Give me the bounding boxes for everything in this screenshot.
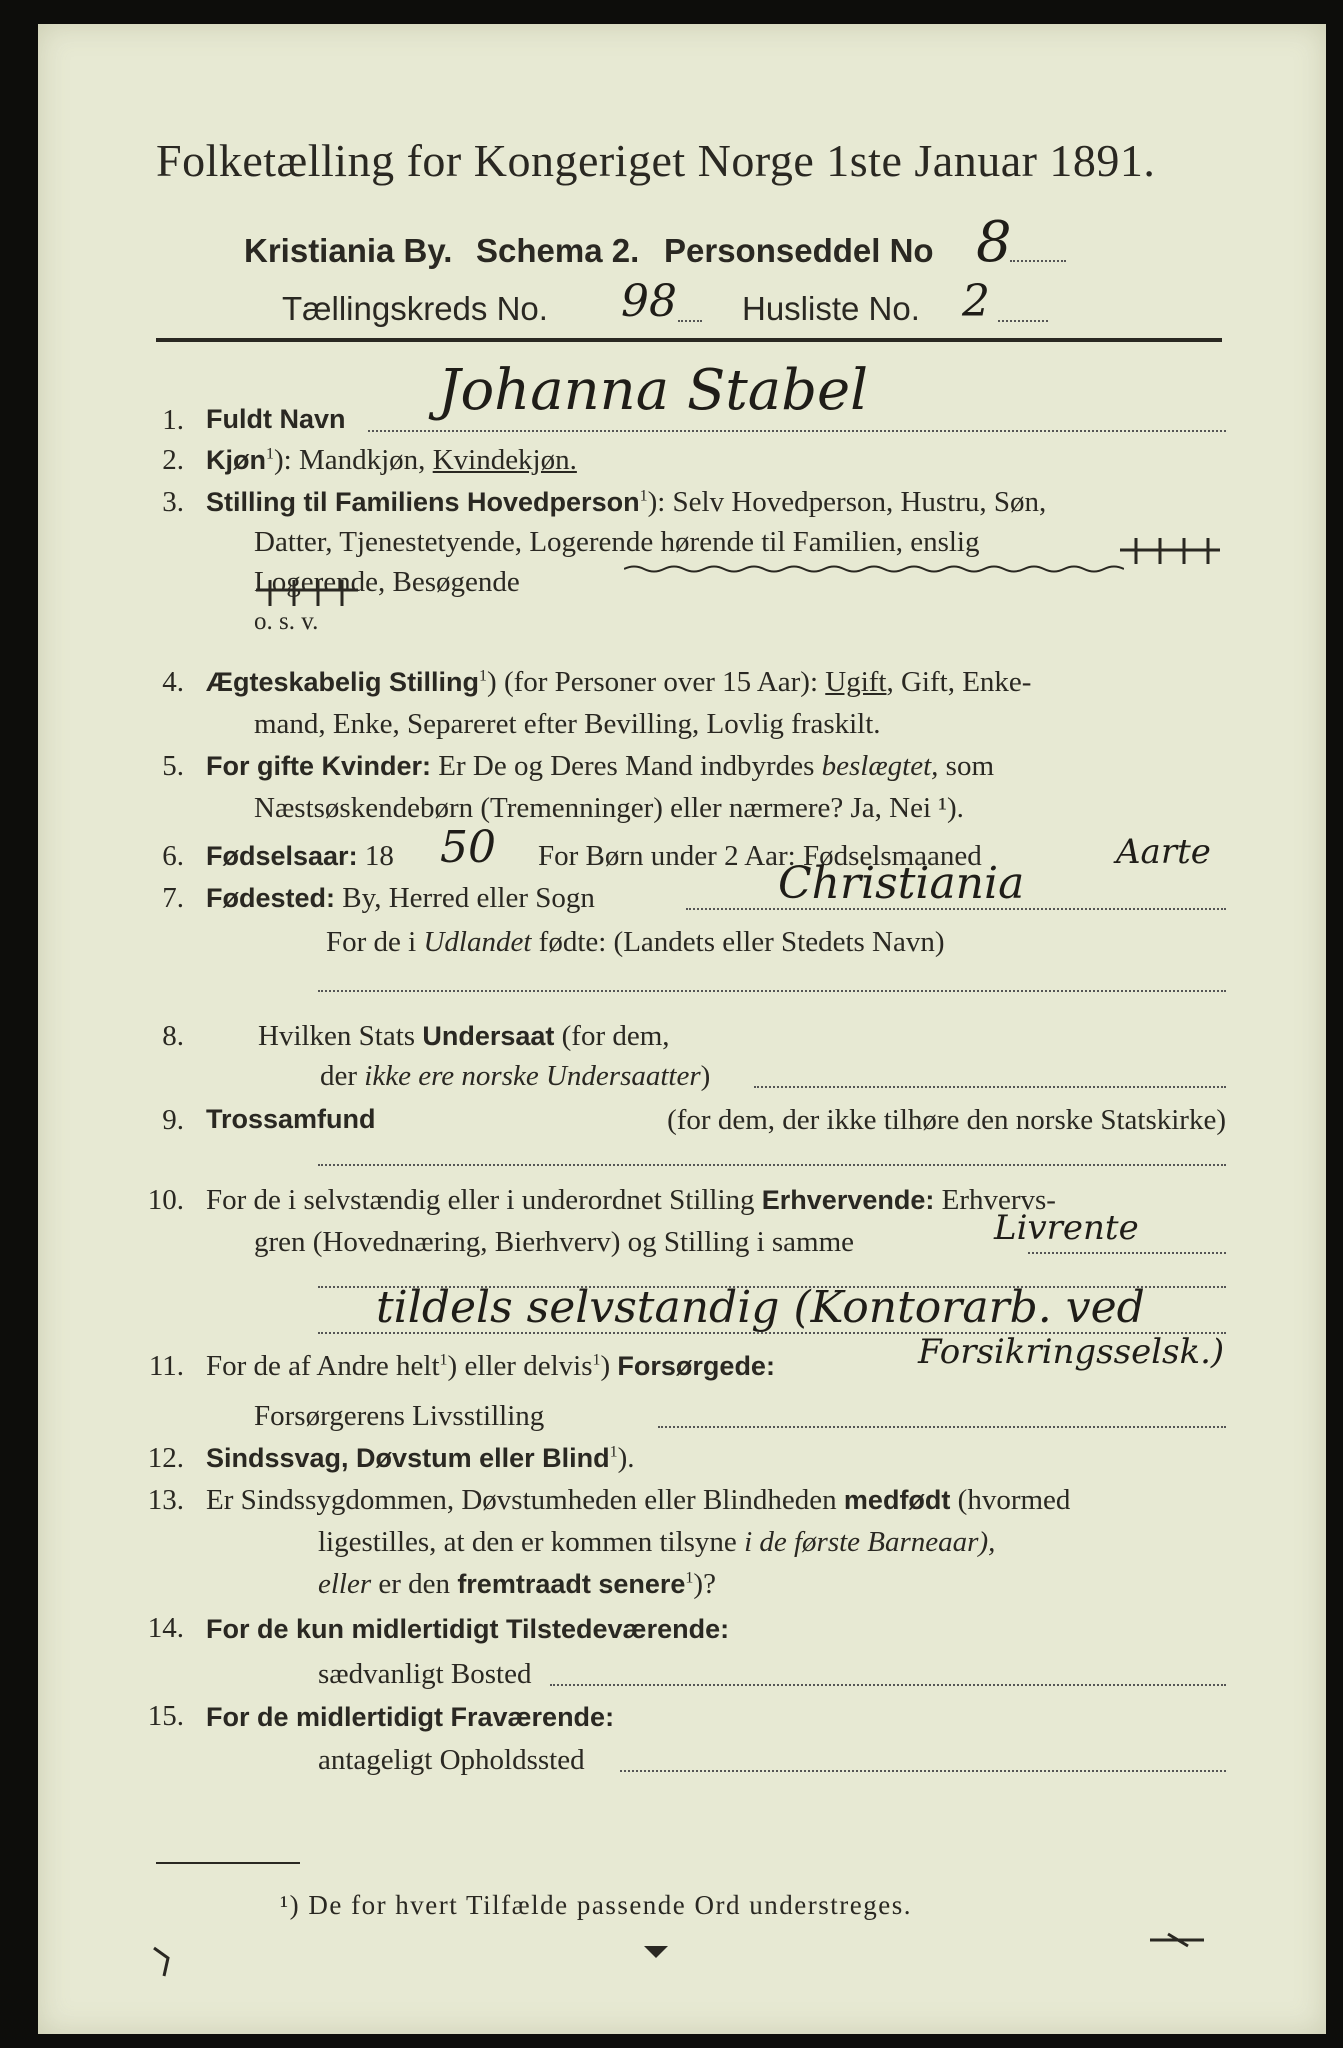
besogende: , Besøgende xyxy=(378,566,520,598)
sex-selected: Kvindekjøn. xyxy=(432,444,577,476)
birthplace-line2 xyxy=(326,926,945,959)
husliste-dots xyxy=(998,320,1048,322)
citizenship-text4: ) xyxy=(700,1060,711,1092)
congenital-italic: i de første Barneaar), xyxy=(744,1526,996,1558)
strike-mark xyxy=(1116,536,1226,566)
religion-row xyxy=(206,1104,1226,1137)
citizenship-line1 xyxy=(258,1020,670,1053)
item-number: 1. xyxy=(162,404,184,436)
birthplace-label: Fødested: xyxy=(206,883,336,913)
dependents-text: For de af Andre helt xyxy=(206,1350,440,1382)
logerende-struck: Logerende xyxy=(254,566,378,598)
dependents-text2: ) eller delvis xyxy=(447,1350,593,1382)
kreds-number: 98 xyxy=(621,276,677,327)
schema-label: Schema 2. xyxy=(476,232,640,269)
provider-line xyxy=(658,1426,1226,1428)
birth-year-prefix: 18 xyxy=(364,840,394,872)
temporary-absent-label: For de midlertidigt Fraværende: xyxy=(206,1702,615,1732)
probable-location-label: antageligt Opholdssted xyxy=(318,1744,585,1776)
congenital-label: medfødt xyxy=(843,1485,951,1515)
citizenship-text2: (for dem, xyxy=(554,1020,670,1052)
family-position-line1 xyxy=(206,486,1046,519)
pen-mark xyxy=(1148,1930,1208,1950)
footnote-rule xyxy=(156,1862,300,1864)
married-text2: som xyxy=(938,750,994,782)
item-number: 11. xyxy=(148,1350,184,1382)
abroad-text: For de i xyxy=(326,926,424,958)
occupation-line1 xyxy=(206,1184,1056,1217)
usual-residence-label: sædvanligt Bosted xyxy=(318,1658,532,1690)
congenital-label2: fremtraadt senere xyxy=(457,1569,686,1599)
married-text: Er De og Deres Mand indbyrdes xyxy=(438,750,822,782)
wavy-underline xyxy=(624,564,1124,574)
family-position-options2: Datter, Tjenestetyende, xyxy=(254,526,530,558)
disability-row: Sindssvag, Døvstum eller Blind$^1$). xyxy=(206,1442,635,1474)
dependents-answer: Forsikringsselsk.) xyxy=(918,1332,1225,1372)
marital-text: ) (for Personer over 15 Aar): xyxy=(487,666,826,698)
family-position-options: ): Selv Hovedperson, Hustru, Søn, xyxy=(647,486,1047,518)
sex-row xyxy=(206,444,577,477)
congenital-line2 xyxy=(318,1526,995,1559)
married-line1 xyxy=(206,750,994,783)
footnote-ref: 1 xyxy=(639,487,648,505)
item-number: 5. xyxy=(162,750,184,782)
pen-mark xyxy=(642,1940,672,1960)
occupation-line2-dots xyxy=(1028,1252,1226,1254)
birth-month-answer: Aarte xyxy=(1116,832,1211,872)
congenital-italic2: eller xyxy=(318,1568,372,1600)
congenital-text2: (hvormed xyxy=(950,1484,1071,1516)
footnote-marker: ¹) xyxy=(280,1890,301,1920)
osv: o. s. v. xyxy=(254,608,319,635)
citizenship-text3: der xyxy=(320,1060,365,1092)
footnote-ref: 1 xyxy=(479,667,488,685)
abroad-text2: fødte: (Landets eller Stedets Navn) xyxy=(531,926,945,958)
disability-text: ). xyxy=(617,1442,635,1474)
item-number: 7. xyxy=(162,882,184,914)
married-label: For gifte Kvinder: xyxy=(206,751,432,781)
marital-line2: mand, Enke, Separeret efter Bevilling, Lovlig fraskilt. xyxy=(254,708,881,740)
citizenship-italic: ikke ere norske Undersaatter xyxy=(364,1060,701,1092)
religion-text: (for dem, der ikke tilhøre den norske Statskirke) xyxy=(667,1104,1226,1136)
citizenship-answer-line xyxy=(754,1086,1226,1088)
item-number: 15. xyxy=(147,1700,184,1732)
birthplace-answer: Christiania xyxy=(778,858,1025,909)
dependents-line1: For de af Andre helt$^1$) eller delvis$^1$) Forsørgede: xyxy=(206,1350,775,1382)
marital-label: Ægteskabelig Stilling xyxy=(206,667,480,697)
provider-label: Forsørgerens Livsstilling xyxy=(254,1400,545,1432)
probable-location-line xyxy=(620,1770,1226,1772)
dependents-text3: ) xyxy=(600,1350,618,1382)
kreds-dots xyxy=(678,320,702,322)
citizenship-label: Undersaat xyxy=(422,1021,555,1051)
item-number: 12. xyxy=(147,1442,184,1474)
footnote-ref: 1 xyxy=(266,445,274,463)
marital-selected: Ugift xyxy=(825,666,887,698)
family-position-selected: Logerende hørende til Familien, enslig xyxy=(529,526,980,558)
husliste-label: Husliste No. xyxy=(742,290,920,327)
item-number: 13. xyxy=(147,1484,184,1516)
personseddel-label: Personseddel No xyxy=(664,232,934,269)
pen-mark xyxy=(150,1942,180,1978)
footnote xyxy=(280,1890,912,1921)
item-number: 10. xyxy=(147,1184,184,1216)
strike-mark xyxy=(252,580,362,610)
abroad-line xyxy=(318,990,1226,992)
footnote-text: De for hvert Tilfælde passende Ord understreges. xyxy=(308,1890,912,1920)
dependents-label: Forsørgede: xyxy=(617,1351,775,1381)
occupation-label: Erhvervende: xyxy=(761,1185,935,1215)
header-rule xyxy=(156,338,1222,342)
occupation-line2: gren (Hovednæring, Bierhverv) og Stilling i samme xyxy=(254,1226,855,1258)
citizenship-line2 xyxy=(320,1060,710,1093)
sex-options: ): Mandkjøn, xyxy=(274,444,433,476)
congenital-text3: ligestilles, at den er kommen tilsyne xyxy=(318,1526,745,1558)
congenital-text5: )? xyxy=(693,1568,716,1600)
item-number: 3. xyxy=(162,486,184,518)
birthplace-text: By, Herred eller Sogn xyxy=(342,882,595,914)
occupation-text2: Erhvervs- xyxy=(934,1184,1056,1216)
occupation-answer: tildels selvstandig (Kontorarb. ved xyxy=(376,1282,1145,1333)
form-title: Folketælling for Kongeriget Norge 1ste Januar 1891. xyxy=(156,135,1156,186)
birthplace-row xyxy=(206,882,595,915)
family-position-label: Stilling til Familiens Hovedperson xyxy=(206,487,640,517)
birth-month-label: For Børn under 2 Aar: Fødselsmaaned xyxy=(538,840,982,872)
kreds-label: Tællingskreds No. xyxy=(282,290,548,327)
item-number: 14. xyxy=(147,1612,184,1644)
birth-year-label: Fødselsaar: xyxy=(206,841,358,871)
family-position-line2 xyxy=(254,526,980,559)
item-number: 2. xyxy=(162,444,184,476)
city-label: Kristiania By. xyxy=(244,232,453,269)
item-number: 9. xyxy=(162,1104,184,1136)
religion-label: Trossamfund xyxy=(206,1104,376,1134)
marital-line1 xyxy=(206,666,1031,699)
religion-answer-line xyxy=(318,1164,1226,1166)
personseddel-dots xyxy=(1010,260,1066,262)
married-italic: beslægtet, xyxy=(821,750,939,782)
occupation-answer-top: Livrente xyxy=(994,1208,1139,1248)
congenital-line3: eller er den fremtraadt senere$^1$)? xyxy=(318,1568,716,1600)
husliste-number: 2 xyxy=(962,276,990,327)
sex-label: Kjøn xyxy=(206,445,266,475)
congenital-text4: er den xyxy=(371,1568,458,1600)
full-name-answer: Johanna Stabel xyxy=(438,358,869,423)
full-name-label: Fuldt Navn xyxy=(206,404,346,434)
full-name-line xyxy=(368,430,1226,432)
item-number: 8. xyxy=(162,1020,184,1052)
usual-residence-line xyxy=(550,1684,1226,1686)
congenital-text: Er Sindssygdommen, Døvstumheden eller Blindheden xyxy=(206,1484,844,1516)
item-number: 6. xyxy=(162,840,184,872)
citizenship-text: Hvilken Stats xyxy=(258,1020,423,1052)
married-line2: Næstsøskendebørn (Tremenninger) eller nærmere? Ja, Nei ¹). xyxy=(254,792,964,824)
abroad-italic: Udlandet xyxy=(423,926,532,958)
birth-year-answer: 50 xyxy=(440,822,496,873)
birth-year-row xyxy=(206,840,394,873)
personseddel-number: 8 xyxy=(976,210,1012,275)
census-form-sheet xyxy=(38,24,1326,2034)
disability-label: Sindssvag, Døvstum eller Blind xyxy=(206,1443,610,1473)
congenital-line1 xyxy=(206,1484,1070,1517)
marital-text2: , Gift, Enke- xyxy=(886,666,1032,698)
item-number: 4. xyxy=(162,666,184,698)
temporary-present-label: For de kun midlertidigt Tilstedeværende: xyxy=(206,1614,730,1644)
occupation-text: For de i selvstændig eller i underordnet Stilling xyxy=(206,1184,762,1216)
